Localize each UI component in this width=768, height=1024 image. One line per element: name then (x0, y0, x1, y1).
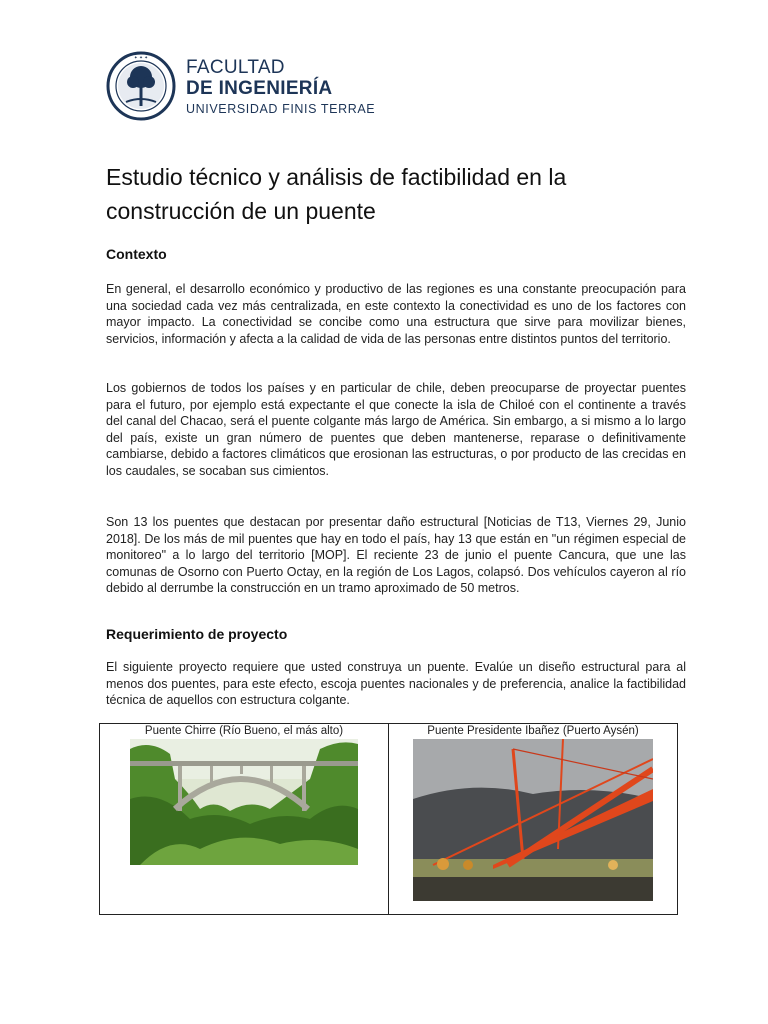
faculty-line-1: FACULTAD (186, 57, 285, 78)
context-heading: Contexto (106, 246, 167, 262)
context-paragraph-1: En general, el desarrollo económico y productivo de las regiones es una constante preocupación para una sociedad cada vez más centralizada, en este contexto la conectividad es uno de los factores con mayor impacto. La conectividad se concibe como una estructura que sirve para movilizar bienes, servicios, información y afecta a la calidad de vida de las personas entre distintos puntos del territorio. (106, 282, 686, 346)
context-paragraph-2: Los gobiernos de todos los países y en particular de chile, deben preocuparse de proyectar puentes para el futuro, por ejemplo está expectante el que conecte la isla de Chiloé con el continente a través del canal del Chacao, será el puente colgante más largo de América. Sin embargo, a si mismo a lo largo del país, existe un gran número de puentes que deben mantenerse, reparase o definitivamente cambiarse, debido a factores climáticos que erosionan las estructuras, o por producto de las crecidas en los caudales, se socaban sus cimientos. (106, 381, 686, 478)
bridge-caption: Puente Presidente Ibañez (Puerto Aysén) (427, 725, 639, 737)
context-paragraph-3: Son 13 los puentes que destacan por presentar daño estructural [Noticias de T13, Viernes 29, Junio 2018]. De los más de mil puentes que hay en todo el país, hay 13 que están en "un régimen especial de monitoreo" a lo largo del territorio [MOP]. El reciente 23 de junio el puente Cancura, que une las comunas de Osorno con Puerto Octay, en la región de Los Lagos, colapsó. Dos vehículos cayeron al río debido al derrumbe la construcción en un tramo aproximado de 50 metros. (106, 515, 686, 596)
university-seal-icon (106, 44, 176, 128)
bridge-cell-ibanez (389, 724, 677, 914)
bridge-caption: Puente Chirre (Río Bueno, el más alto) (144, 725, 344, 737)
faculty-header (106, 44, 406, 128)
svg-text:✦ ✦ ✦: ✦ ✦ ✦ (133, 56, 149, 61)
faculty-line-2: DE INGENIERÍA (186, 78, 333, 99)
requirement-paragraph: El siguiente proyecto requiere que usted construya un puente. Evalúe un diseño estructural para al menos dos puentes, para este efecto, escoja puentes nacionales y de preferencia, analice la factibilidad técnica de aquellos con estructura colgante. (106, 660, 686, 708)
requirement-heading: Requerimiento de proyecto (106, 626, 288, 642)
suspension-bridge-photo (413, 739, 653, 901)
faculty-brand (186, 57, 375, 117)
university-name: UNIVERSIDAD FINIS TERRAE (186, 102, 376, 116)
bridge-cell-chirre (100, 724, 389, 914)
document-title: Estudio técnico y análisis de factibilidad en la construcción de un puente (106, 164, 567, 224)
arch-bridge-photo (130, 739, 358, 865)
bridge-photo-table (99, 723, 678, 915)
